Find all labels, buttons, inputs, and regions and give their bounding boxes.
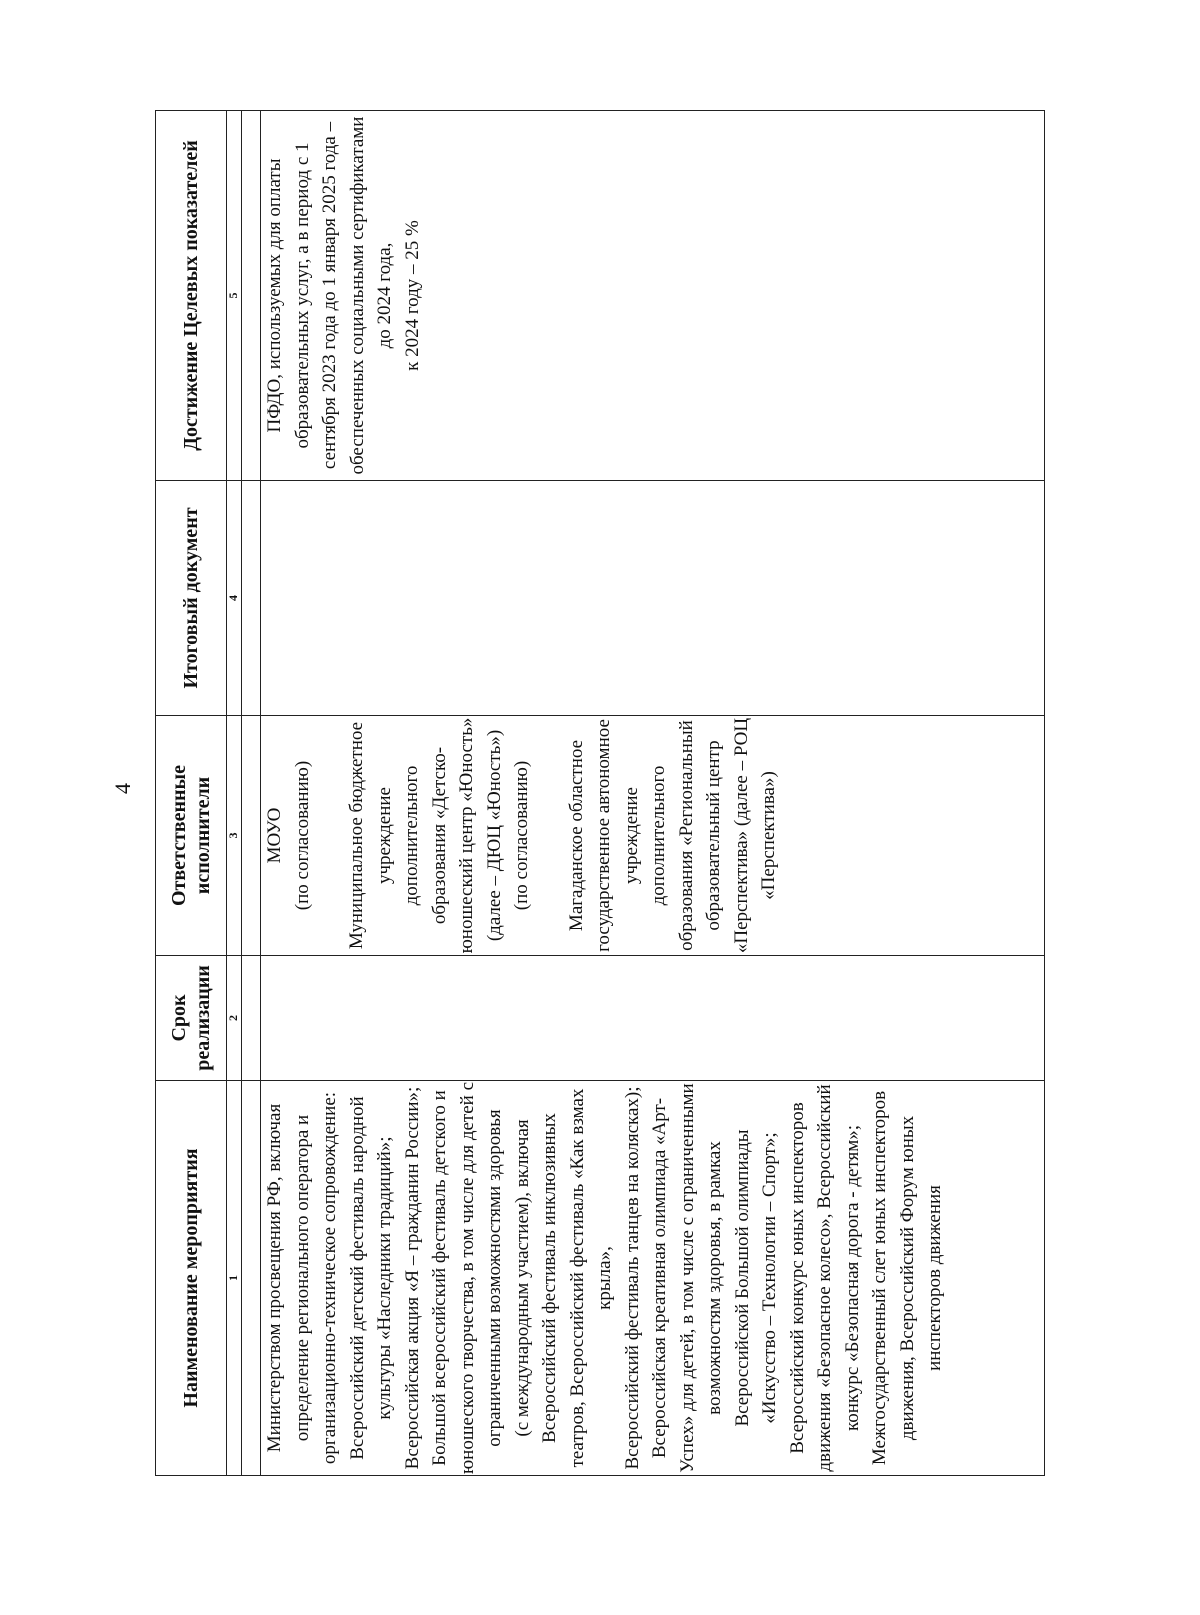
activity-name-cell xyxy=(261,1081,1045,1476)
table-row xyxy=(261,111,1045,1476)
responsible-executors-cell xyxy=(261,716,1045,956)
page-number: 4 xyxy=(110,783,135,794)
activity-text: Всероссийская акция «Я – гражданин России»; xyxy=(401,1086,423,1470)
activities-table xyxy=(155,110,1045,1476)
implementation-period-cell xyxy=(261,956,1045,1081)
activity-text: Министерством просвещения РФ, включая определение регионального оператора и организационно-техническое сопровождение: xyxy=(264,1091,340,1465)
column-numbers-row xyxy=(227,111,242,1476)
final-document-cell xyxy=(261,481,1045,716)
activity-text: Межгосударственный слет юных инспекторов движения, Всероссийский Форум юных инспекторов движения xyxy=(869,1090,945,1466)
header-responsible-executors: Ответственные исполнители xyxy=(156,716,227,956)
header-final-document: Итоговый документ xyxy=(156,481,227,716)
header-target-indicators: Достижение Целевых показателей xyxy=(156,111,227,481)
executor-text: МОУО xyxy=(264,807,285,864)
header-activity-name: Наименование мероприятия xyxy=(156,1081,227,1476)
column-number: 3 xyxy=(227,716,242,956)
activity-text: Всероссийский конкурс юных инспекторов движения «Безопасное колесо», Всероссийский конкурс «Безопасная дорога - детям»; xyxy=(786,1084,863,1472)
indicator-text: ПФДО, используемых для оплаты образовательных услуг, а в период с 1 сентября 2023 года до 1 января 2025 года – обеспеченных социальными сертификатами до 2024 года, xyxy=(264,116,395,475)
activity-text: (с международным участием), включая Всероссийский фестиваль инклюзивных театров, Всероссийский фестиваль «Как взмах крыла», xyxy=(511,1088,615,1468)
column-number: 2 xyxy=(227,956,242,1081)
spacer-cell xyxy=(242,481,261,716)
column-number: 4 xyxy=(227,481,242,716)
paragraph-gap xyxy=(536,716,563,955)
target-indicators-cell xyxy=(261,111,1045,481)
column-number: 1 xyxy=(227,1081,242,1476)
executor-text: Муниципальное бюджетное учреждение дополнительного образования «Детско-юношеский центр «Юность» (далее – ДЮЦ «Юность») (по согласованию) xyxy=(346,717,532,954)
paragraph-gap xyxy=(316,716,343,955)
header-implementation-period: Срок реализации xyxy=(156,956,227,1081)
indicator-text: к 2024 году – 25 % xyxy=(401,220,423,371)
activity-text: Всероссийская креативная олимпиада «Арт-Успех» для детей, в том числе с ограниченными возможностям здоровья, в рамках Всероссийской Большой олимпиады «Искусство – Технологии – Спорт»; xyxy=(649,1083,780,1473)
spacer-cell xyxy=(242,956,261,1081)
activity-text: Большой всероссийский фестиваль детского и юношеского творчества, в том числе для детей с ограниченными возможностями здоровья xyxy=(429,1081,505,1475)
column-number: 5 xyxy=(227,111,242,481)
rotated-page-content xyxy=(155,111,1045,1476)
table-header-row xyxy=(156,111,227,1476)
spacer-cell xyxy=(242,111,261,481)
activity-text: Всероссийский фестиваль танцев на колясках); xyxy=(621,1086,643,1470)
spacer-cell xyxy=(242,1081,261,1476)
executor-text: Магаданское областное государственное автономное учреждение дополнительного образования «Региональный образовательный центр «Перспектива» (далее – РОЦ «Перспектива») xyxy=(565,717,779,954)
executor-text: (по согласованию) xyxy=(291,760,313,911)
spacer-cell xyxy=(242,716,261,956)
spacer-row xyxy=(242,111,261,1476)
activity-text: Всероссийский детский фестиваль народной культуры «Наследники традиций»; xyxy=(346,1096,395,1460)
